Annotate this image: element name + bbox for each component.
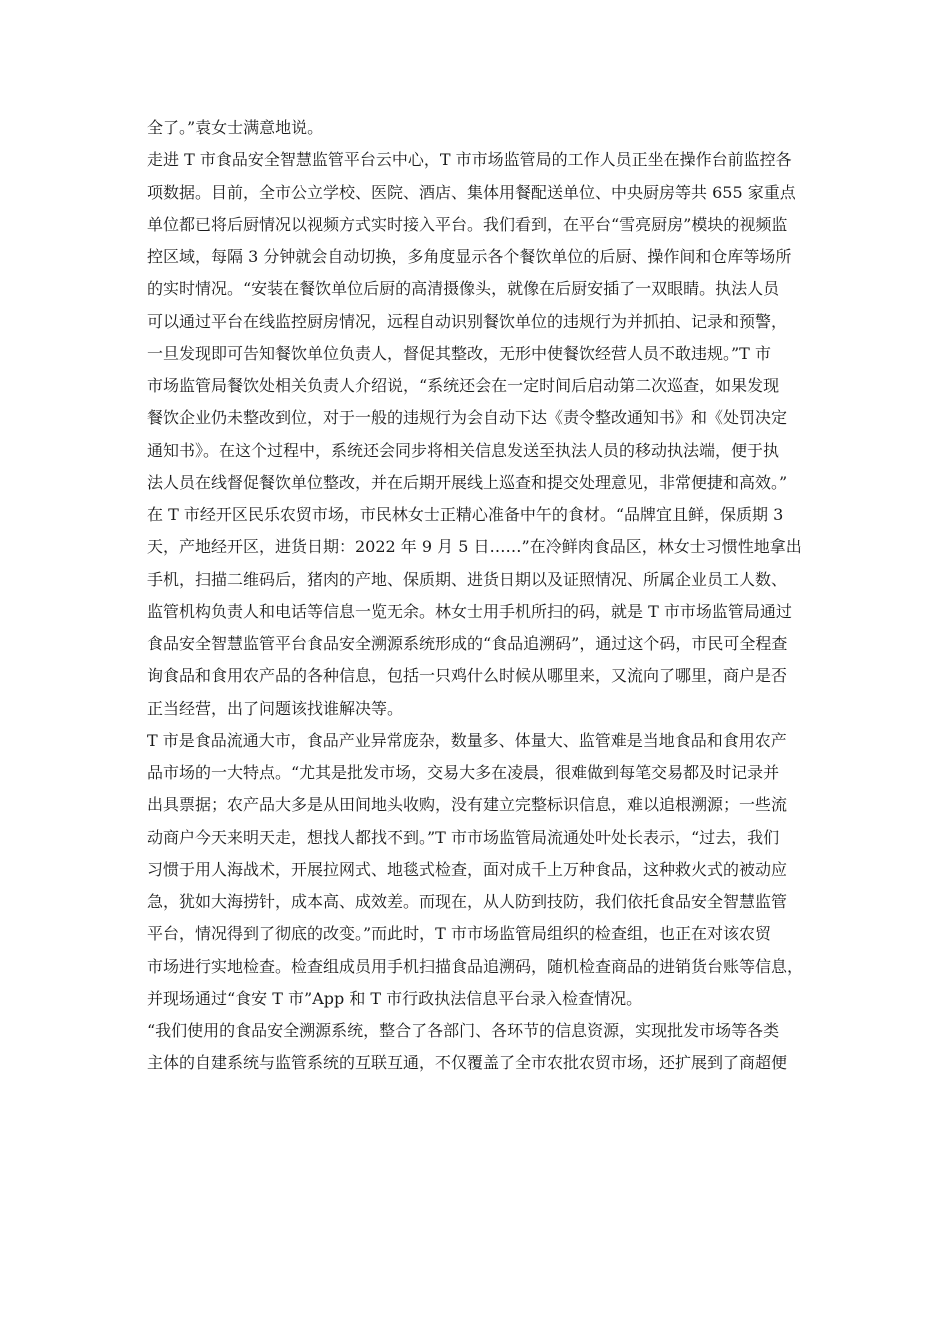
text-line: 市场进行实地检查。检查组成员用手机扫描食品追溯码，随机检查商品的进销货台账等信息， <box>147 956 804 976</box>
text-line: 手机，扫描二维码后，猪肉的产地、保质期、进货日期以及证照情况、所属企业员工人数、 <box>147 569 788 589</box>
text-line: 并现场通过“食安 T 市”App 和 T 市行政执法信息平台录入检查情况。 <box>147 988 643 1008</box>
text-line: 天，产地经开区，进货日期：2022 年 9 月 5 日……”在冷鲜肉食品区，林女士习惯性地拿出 <box>147 537 802 557</box>
text-line: 正当经营，出了问题该找谁解决等。 <box>147 698 404 718</box>
text-line: 全了。”袁女士满意地说。 <box>147 118 324 137</box>
text-line: 走进 T 市食品安全智慧监管平台云中心，T 市市场监管局的工作人员正坐在操作台前监控各 <box>147 150 792 170</box>
text-line: 习惯于用人海战术，开展拉网式、地毯式检查，面对成千上万种食品，这种救火式的被动应 <box>147 859 788 879</box>
text-line: 平台，情况得到了彻底的改变。”而此时，T 市市场监管局组织的检查组，也正在对该农贸 <box>147 924 771 944</box>
text-line: 食品安全智慧监管平台食品安全溯源系统形成的“食品追溯码”，通过这个码，市民可全程查 <box>147 634 788 653</box>
document-body <box>147 112 847 1080</box>
text-line: 市场监管局餐饮处相关负责人介绍说，“系统还会在一定时间后启动第二次巡查，如果发现 <box>147 376 780 395</box>
text-line: 主体的自建系统与监管系统的互联互通，不仅覆盖了全市农批农贸市场，还扩展到了商超便 <box>147 1053 788 1073</box>
text-line: 询食品和食用农产品的各种信息，包括一只鸡什么时候从哪里来，又流向了哪里，商户是否 <box>147 666 788 686</box>
text-line: 控区域，每隔 3 分钟就会自动切换，多角度显示各个餐饮单位的后厨、操作间和仓库等场所 <box>147 247 792 266</box>
text-line: 动商户今天来明天走，想找人都找不到。”T 市市场监管局流通处叶处长表示，“过去，我们 <box>147 827 780 847</box>
text-line: “我们使用的食品安全溯源系统，整合了各部门、各环节的信息资源，实现批发市场等各类 <box>147 1021 780 1040</box>
text-line: 品市场的一大特点。“尤其是批发市场，交易大多在凌晨，很难做到每笔交易都及时记录并 <box>147 763 780 782</box>
text-line: T 市是食品流通大市，食品产业异常庞杂，数量多、体量大、监管难是当地食品和食用农产 <box>147 730 787 750</box>
text-line: 通知书》。在这个过程中，系统还会同步将相关信息发送至执法人员的移动执法端，便于执 <box>147 440 780 460</box>
text-line: 在 T 市经开区民乐农贸市场，市民林女士正精心准备中午的食材。“品牌宜且鲜，保质期 3 <box>147 505 784 524</box>
text-line: 出具票据；农产品大多是从田间地头收购，没有建立完整标识信息，难以追根溯源；一些流 <box>147 795 788 815</box>
text-line: 一旦发现即可告知餐饮单位负责人，督促其整改，无形中使餐饮经营人员不敢违规。”T 市 <box>147 343 771 363</box>
text-line: 单位都已将后厨情况以视频方式实时接入平台。我们看到，在平台“雪亮厨房”模块的视频监 <box>147 214 788 234</box>
text-line: 可以通过平台在线监控厨房情况，远程自动识别餐饮单位的违规行为并抓拍、记录和预警， <box>147 311 788 331</box>
text-line: 的实时情况。“安装在餐饮单位后厨的高清摄像头，就像在后厨安插了一双眼睛。执法人员 <box>147 279 780 299</box>
text-line: 项数据。目前，全市公立学校、医院、酒店、集体用餐配送单位、中央厨房等共 655 家重点 <box>147 182 796 202</box>
text-line: 法人员在线督促餐饮单位整改，并在后期开展线上巡查和提交处理意见，非常便捷和高效。” <box>147 472 788 492</box>
text-line: 监管机构负责人和电话等信息一览无余。林女士用手机所扫的码，就是 T 市市场监管局通过 <box>147 601 792 621</box>
text-line: 急，犹如大海捞针，成本高、成效差。而现在，从人防到技防，我们依托食品安全智慧监管 <box>147 892 788 911</box>
text-line: 餐饮企业仍未整改到位，对于一般的违规行为会自动下达《责令整改通知书》和《处罚决定 <box>147 408 788 428</box>
